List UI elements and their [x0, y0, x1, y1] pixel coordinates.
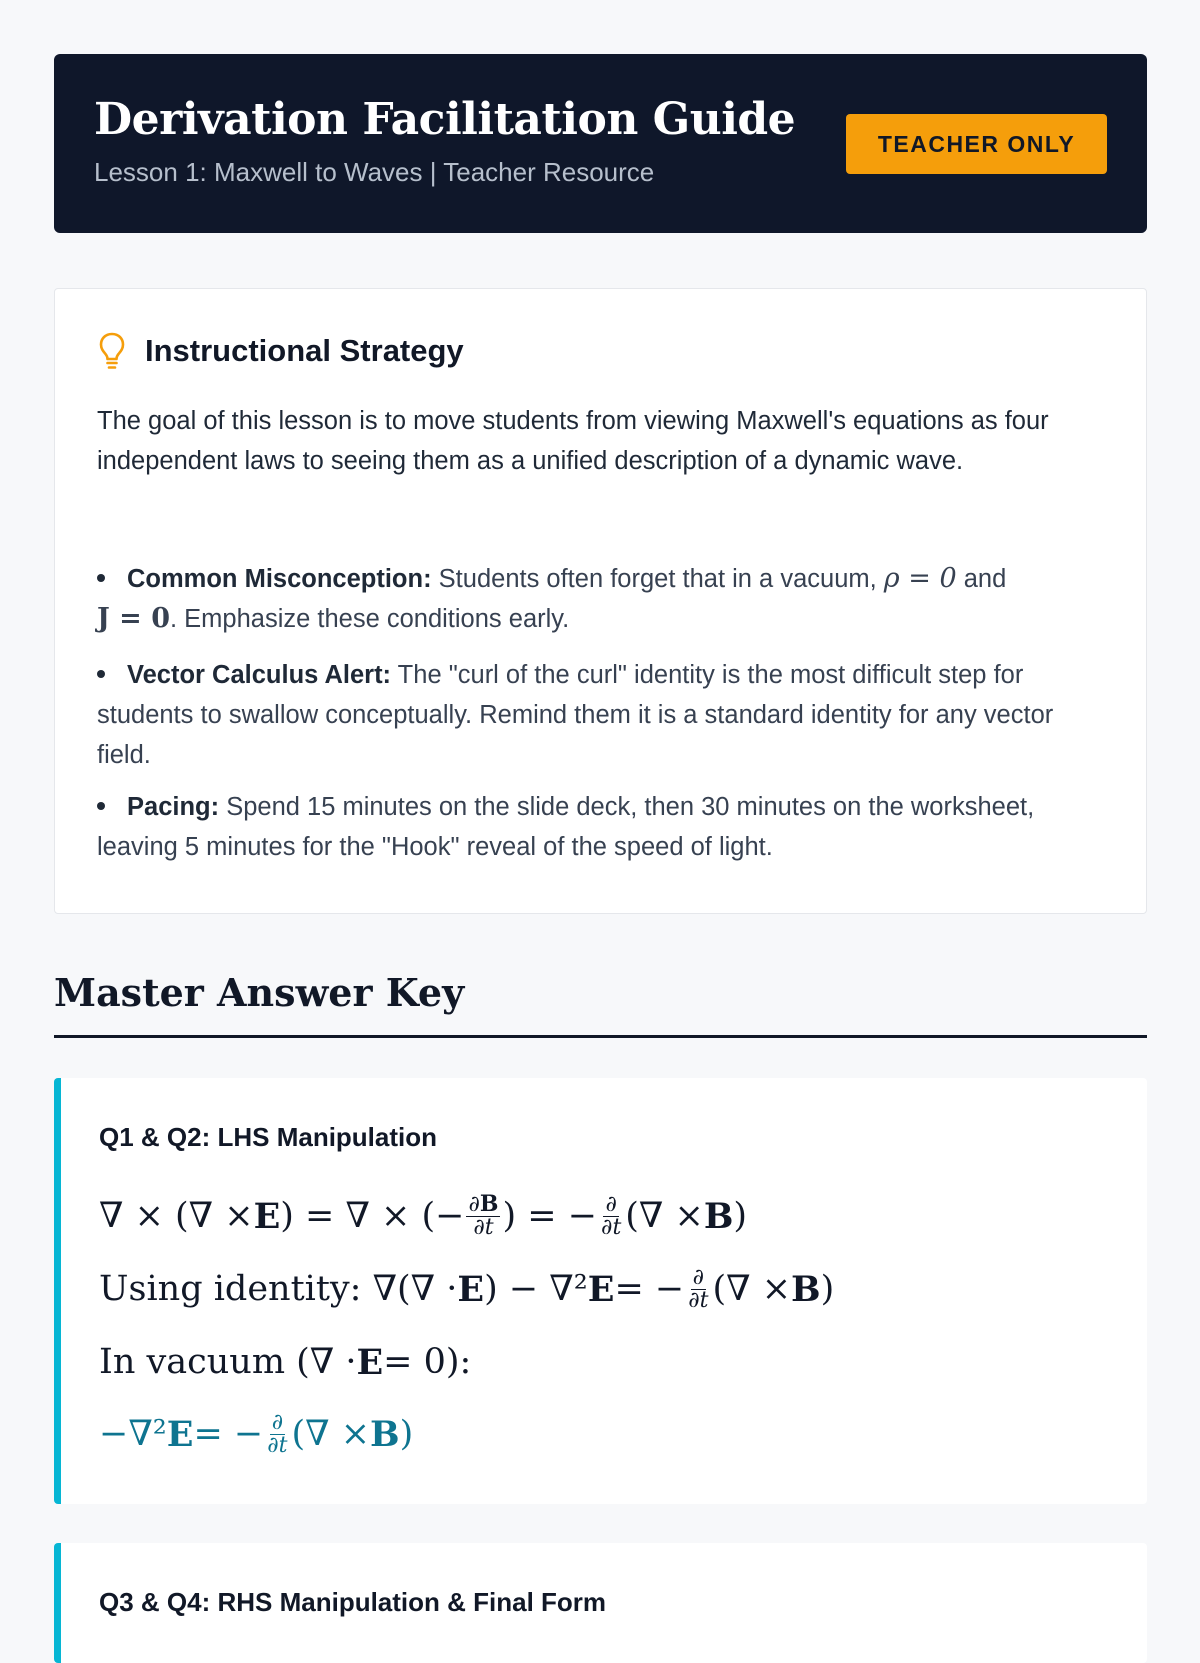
teacher-only-badge: TEACHER ONLY	[846, 114, 1107, 174]
fraction: $\frac{\partial}{\partial t}$	[601, 1191, 622, 1240]
item-text: Students often forget that in a vacuum,	[431, 565, 884, 593]
math-j: J = 0	[97, 603, 170, 634]
page-subtitle: Lesson 1: Maxwell to Waves | Teacher Resource	[94, 157, 655, 187]
math-rho: ρ = 0	[883, 563, 957, 594]
item-text: Spend 15 minutes on the slide deck, then 30 minutes on the worksheet, leaving 5 minutes for the "Hook" reveal of the speed of light.	[97, 793, 1035, 861]
fraction: $\frac{\partial B}{\partial t}$	[468, 1191, 499, 1240]
lightbulb-icon	[97, 331, 127, 371]
item-text: . Emphasize these conditions early.	[169, 605, 570, 633]
list-item	[97, 559, 1107, 639]
list-item	[97, 655, 1107, 775]
answer-card-title: Q1 & Q2: LHS Manipulation	[99, 1122, 438, 1152]
bullet-icon	[97, 802, 105, 810]
strategy-card	[54, 288, 1147, 914]
item-text: and	[956, 565, 1007, 593]
answer-card-title: Q3 & Q4: RHS Manipulation & Final Form	[99, 1587, 607, 1617]
strategy-title: Instructional Strategy	[145, 333, 464, 368]
page-title: Derivation Facilitation Guide	[94, 94, 796, 145]
strategy-intro: The goal of this lesson is to move students from viewing Maxwell's equations as four independent laws to seeing them as a unified description of a dynamic wave.	[97, 407, 1049, 475]
item-label: Common Misconception:	[127, 565, 432, 593]
fraction: $\frac{\partial}{\partial t}$	[688, 1264, 709, 1313]
fraction: $\frac{\partial}{\partial t}$	[267, 1409, 288, 1458]
bullet-icon	[97, 574, 105, 582]
bullet-icon	[97, 670, 105, 678]
equation-4-result: −∇² E = − $\frac{\partial}{\partial t}$ (∇ × B )	[99, 1409, 414, 1458]
equation-2: Using identity: ∇(∇ · E ) − ∇² E = − $\frac{\partial}{\partial t}$ (∇ × B )	[99, 1264, 835, 1313]
answer-card-q3-q4	[54, 1543, 1147, 1663]
item-label: Vector Calculus Alert:	[127, 661, 392, 689]
equation-1: ∇ × (∇ × E ) = ∇ × (− $\frac{\partial B}{\partial t}$ ) = − $\frac{\partial}{\partial t}$ (∇ × B )	[99, 1191, 748, 1240]
section-divider	[54, 1035, 1147, 1038]
item-label: Pacing:	[127, 793, 220, 821]
answer-card-q1-q2	[54, 1078, 1147, 1504]
strategy-list	[97, 559, 1107, 867]
strategy-header	[97, 331, 464, 371]
answer-key-title: Master Answer Key	[54, 970, 465, 1015]
list-item	[97, 787, 1107, 867]
equation-3: In vacuum (∇ · E = 0):	[99, 1341, 472, 1383]
item-text: The "curl of the curl" identity is the most difficult step for students to swallow conceptually. Remind them it is a standard identity for any vector field.	[97, 661, 1054, 769]
header-banner	[54, 54, 1147, 233]
